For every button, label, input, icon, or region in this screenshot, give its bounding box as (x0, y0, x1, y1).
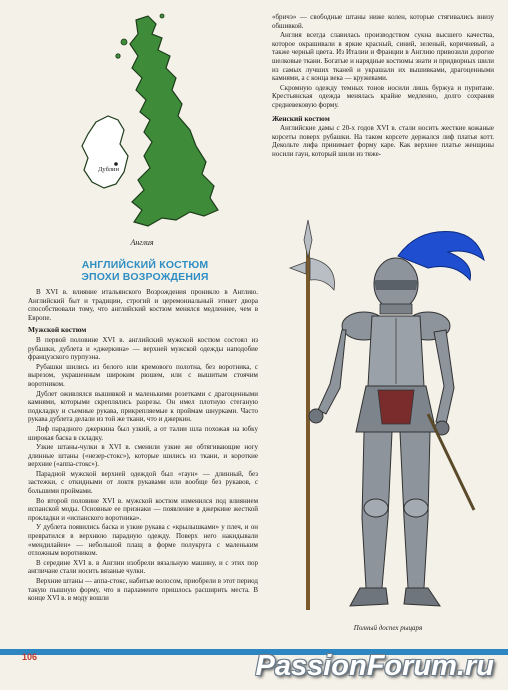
knight-illustration (278, 218, 498, 622)
halberd-shaft (306, 238, 310, 610)
sword-scabbard (428, 414, 474, 510)
helmet-visor (374, 280, 418, 290)
island (160, 14, 164, 18)
men-costume-heading: Мужской костюм (28, 325, 87, 335)
right-column (272, 13, 494, 160)
halberd-hook (290, 262, 306, 274)
women-paragraph: Английские дамы с 20-х годов XVI в. стали носить жесткие кожаные корсеты поверх рубашки. На таком корсете держался лиф платья котт. Декольте лифа принимает форму каре. Как верхнее платье женщины носили гаун, который шили из тяже- (272, 124, 494, 158)
men-paragraph: У дублета появились баска и узкие рукава с «крылышками» у плеч, и он превратился в верхнюю парадную одежду. Поверх него накидывали «мендилайен» — небольшой плащ в форме полукруга с маленьким отложным воротником. (28, 523, 258, 558)
left-column (28, 288, 258, 604)
men-paragraph: Рубашки шились из белого или кремового полотна, без воротника, с вырезом, украшенным широким рюшем, или с вышитым стоячим воротником. (28, 362, 258, 388)
codpiece (378, 390, 414, 424)
page-number: 106 (22, 652, 38, 662)
island (121, 39, 127, 45)
right-paragraph: Англия всегда славилась производством сукна высшего качества, которое окрашивали в яркие красный, синий, зеленый, коричневый, а также черный цвета. Из Италии и Франции в Англию привозили дорогие шелковые ткани. Богатые и нарядные костюмы знати и придворных шили из самых лучших тканей и украшали их вышивками, драгоценными камнями, а с конца века — кружевами. (272, 31, 494, 83)
men-paragraph: Во второй половине XVI в. мужской костюм изменился под влиянием испанской моды. Основные ее признаки — появление в джеркине жесткой прокладки и «испанского воротника». (28, 496, 258, 522)
gorget (380, 304, 412, 314)
map-of-england (78, 12, 223, 237)
dublin-label: Дублин (98, 166, 119, 173)
right-paragraph: «бричэ» — свободные штаны ниже колен, которые стягивались внизу обшивкой. (272, 13, 494, 30)
intro-paragraph: В XVI в. влияние итальянского Возрождения проникло в Англию. Английский быт и традиции, строгий и церемониальный этикет двора способствовали тому, что английский костюм менялся медленнее, чем в Европе. (28, 288, 258, 322)
illustration-caption: Полный доспех рыцаря (353, 624, 423, 632)
men-paragraph: Лиф парадного джеркина был узкий, а от талии шла похожая на юбку широкая баска в складку. (28, 424, 258, 442)
men-paragraph: Узкие штаны-чулки в XVI в. сменили узкие же обтягивающие ногу длинные штаны («незер-стокс»), которые шились из ткани, и короткие верхние («аппа-стокс»). (28, 443, 258, 469)
left-arm (318, 330, 346, 414)
halberd-spike (304, 220, 312, 258)
map-caption: Англия (130, 238, 154, 247)
right-paragraph: Скромную одежду темных тонов носили лишь буржуа и пуритане. Крестьянская одежда менялась крайне медленно, долго сохраняя средневековую форму. (272, 83, 494, 109)
article-title (30, 259, 260, 283)
men-paragraph: В середине XVI в. в Англии изобрели вязальную машину, и с этих пор англичане стали носить вязаные чулки. (28, 558, 258, 576)
site-watermark: PassionForum.ru (255, 650, 494, 682)
men-paragraph: Дублет оживлялся вышивкой и маленькими розетками с драгоценными камнями, которыми скреплялись разрезы. Он имел плотную стеганую подкладку и съемные рукава, прикрепляемые к проймам шнурками. Часто рукава дублета делали из той же ткани, что и джеркин. (28, 389, 258, 424)
left-sabaton (350, 588, 388, 606)
title-line-2: ЭПОХИ ВОЗРОЖДЕНИЯ (81, 271, 209, 283)
halberd-blade (310, 258, 335, 290)
great-britain-landmass (130, 16, 218, 226)
right-sabaton (404, 588, 440, 606)
island (116, 54, 120, 58)
knight-in-armor-figure (278, 218, 498, 622)
right-arm (434, 330, 454, 424)
men-paragraph: Парадной мужской верхней одеждой был «гаун» — длинный, без застежки, с откидными от локтя рукавами или вообще без рукавов, с большими проймами. (28, 469, 258, 496)
left-knee (364, 499, 388, 517)
right-knee (404, 499, 428, 517)
men-paragraph: В первой половине XVI в. английский мужской костюм состоял из рубашки, дублета и «джеркина» — верхней мужской одежды наподобие французского пурпуэна. (28, 335, 258, 362)
women-costume-heading: Женский костюм (272, 113, 330, 123)
british-isles-map (78, 12, 223, 237)
left-gauntlet (309, 409, 323, 423)
title-line-1: АНГЛИЙСКИЙ КОСТЮМ (81, 259, 209, 271)
ireland-landmass (82, 116, 128, 188)
men-paragraph: Верхние штаны — аппа-стокс, набитые волосом, приобрели в этот период такую пышную форму, что в парламенте пришлось расширить места. В конце XVI в. в моду вошли (28, 577, 258, 603)
